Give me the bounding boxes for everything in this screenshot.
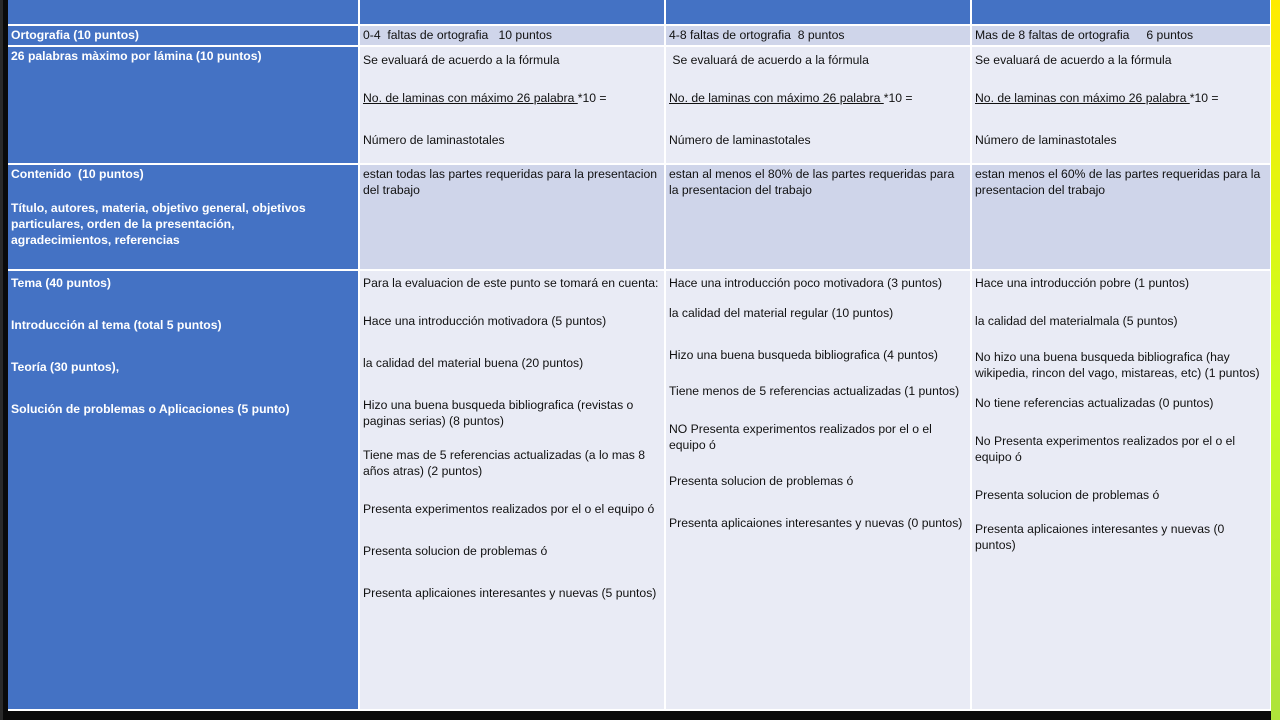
ortografia-level-2: 4-8 faltas de ortografia 8 puntos	[665, 25, 971, 46]
contenido-level-1: estan todas las partes requeridas para la presentacion del trabajo	[359, 164, 665, 270]
tema-l3-item: Presenta solucion de problemas ó	[975, 488, 1160, 502]
criterion-tema-teoria: Teoría (30 puntos),	[11, 360, 120, 374]
tema-l1-item: Hizo una buena busqueda bibliografica (revistas o paginas serias) (8 puntos)	[363, 398, 634, 428]
left-border	[0, 0, 3, 720]
tema-l1-item: Presenta solucion de problemas ó	[363, 544, 548, 558]
formula-numerator	[669, 90, 967, 106]
criterion-tema	[8, 270, 359, 710]
tema-l2-item: Presenta aplicaiones interesantes y nuevas (0 puntos)	[669, 516, 963, 530]
palabras-level-2	[665, 46, 971, 164]
header-row	[8, 0, 1271, 25]
contenido-level-2: estan al menos el 80% de las partes requeridas para la presentacion del trabajo	[665, 164, 971, 270]
criterion-tema-intro: Introducción al tema (total 5 puntos)	[11, 318, 222, 332]
formula-multiplier: *10 =	[577, 91, 607, 105]
tema-l3-item: Presenta aplicaiones interesantes y nuevas (0 puntos)	[975, 522, 1225, 552]
formula-numerator-label: No. de laminas con máximo 26 palabra	[975, 91, 1190, 105]
header-cell-level-2	[665, 0, 971, 25]
row-palabras	[8, 46, 1271, 164]
formula-text: Se evaluará de acuerdo a la fórmula	[363, 53, 560, 67]
row-contenido	[8, 164, 1271, 270]
formula-multiplier: *10 =	[883, 91, 913, 105]
header-cell-criteria	[8, 0, 359, 25]
tema-l2-item: Hizo una buena busqueda bibliografica (4 puntos)	[669, 348, 938, 362]
formula-text: Se evaluará de acuerdo a la fórmula	[975, 53, 1172, 67]
header-cell-level-3	[971, 0, 1271, 25]
tema-l1-item: Presenta aplicaiones interesantes y nuevas (5 puntos)	[363, 586, 657, 600]
criterion-palabras: 26 palabras màximo por lámina (10 puntos)	[8, 46, 359, 164]
formula-multiplier: *10 =	[1189, 91, 1219, 105]
criterion-contenido-title: Contenido (10 puntos)	[11, 167, 144, 181]
ortografia-level-3: Mas de 8 faltas de ortografia 6 puntos	[971, 25, 1271, 46]
tema-l1-item: Tiene mas de 5 referencias actualizadas (a lo mas 8 años atras) (2 puntos)	[363, 448, 646, 478]
formula-denominator: Número de laminastotales	[363, 133, 505, 147]
rubric-table	[8, 0, 1272, 711]
row-ortografia	[8, 25, 1271, 46]
criterion-tema-title: Tema (40 puntos)	[11, 276, 111, 290]
tema-l2-item: la calidad del material regular (10 puntos)	[669, 306, 894, 320]
contenido-level-3: estan menos el 60% de las partes requeridas para la presentacion del trabajo	[971, 164, 1271, 270]
formula-denominator: Número de laminastotales	[669, 133, 811, 147]
tema-level-1	[359, 270, 665, 710]
tema-l3-item: la calidad del materialmala (5 puntos)	[975, 314, 1178, 328]
formula-numerator-label: No. de laminas con máximo 26 palabra	[669, 91, 884, 105]
right-accent-bar	[1271, 0, 1280, 720]
tema-l1-item: Presenta experimentos realizados por el o el equipo ó	[363, 502, 655, 516]
tema-level-3	[971, 270, 1271, 710]
tema-l2-item: Hace una introducción poco motivadora (3 puntos)	[669, 276, 943, 290]
tema-l1-item: Para la evaluacion de este punto se tomará en cuenta:	[363, 276, 659, 290]
formula-numerator	[363, 90, 661, 106]
criterion-contenido-detail: Título, autores, materia, objetivo general, objetivos particulares, orden de la presentación, agradecimientos, referencias	[11, 201, 306, 247]
formula-text: Se evaluará de acuerdo a la fórmula	[669, 53, 869, 67]
tema-l3-item: No Presenta experimentos realizados por el o el equipo ó	[975, 434, 1236, 464]
tema-l3-item: Hace una introducción pobre (1 puntos)	[975, 276, 1190, 290]
criterion-tema-aplicaciones: Solución de problemas o Aplicaciones (5 punto)	[11, 402, 290, 416]
tema-level-2	[665, 270, 971, 710]
formula-denominator: Número de laminastotales	[975, 133, 1117, 147]
formula-numerator-label: No. de laminas con máximo 26 palabra	[363, 91, 578, 105]
tema-l2-item: Presenta solucion de problemas ó	[669, 474, 854, 488]
row-tema	[8, 270, 1271, 710]
tema-l3-item: No hizo una buena busqueda bibliografica (hay wikipedia, rincon del vago, mistareas, etc) (1 puntos)	[975, 350, 1260, 380]
ortografia-level-1: 0-4 faltas de ortografia 10 puntos	[359, 25, 665, 46]
tema-l3-item: No tiene referencias actualizadas (0 puntos)	[975, 396, 1214, 410]
criterion-contenido	[8, 164, 359, 270]
header-cell-level-1	[359, 0, 665, 25]
tema-l2-item: Tiene menos de 5 referencias actualizadas (1 puntos)	[669, 384, 960, 398]
tema-l2-item: NO Presenta experimentos realizados por el o el equipo ó	[669, 422, 932, 452]
tema-l1-item: la calidad del material buena (20 puntos)	[363, 356, 584, 370]
tema-l1-item: Hace una introducción motivadora (5 puntos)	[363, 314, 607, 328]
criterion-ortografia: Ortografia (10 puntos)	[8, 25, 359, 46]
palabras-level-1	[359, 46, 665, 164]
formula-numerator	[975, 90, 1267, 106]
palabras-level-3	[971, 46, 1271, 164]
